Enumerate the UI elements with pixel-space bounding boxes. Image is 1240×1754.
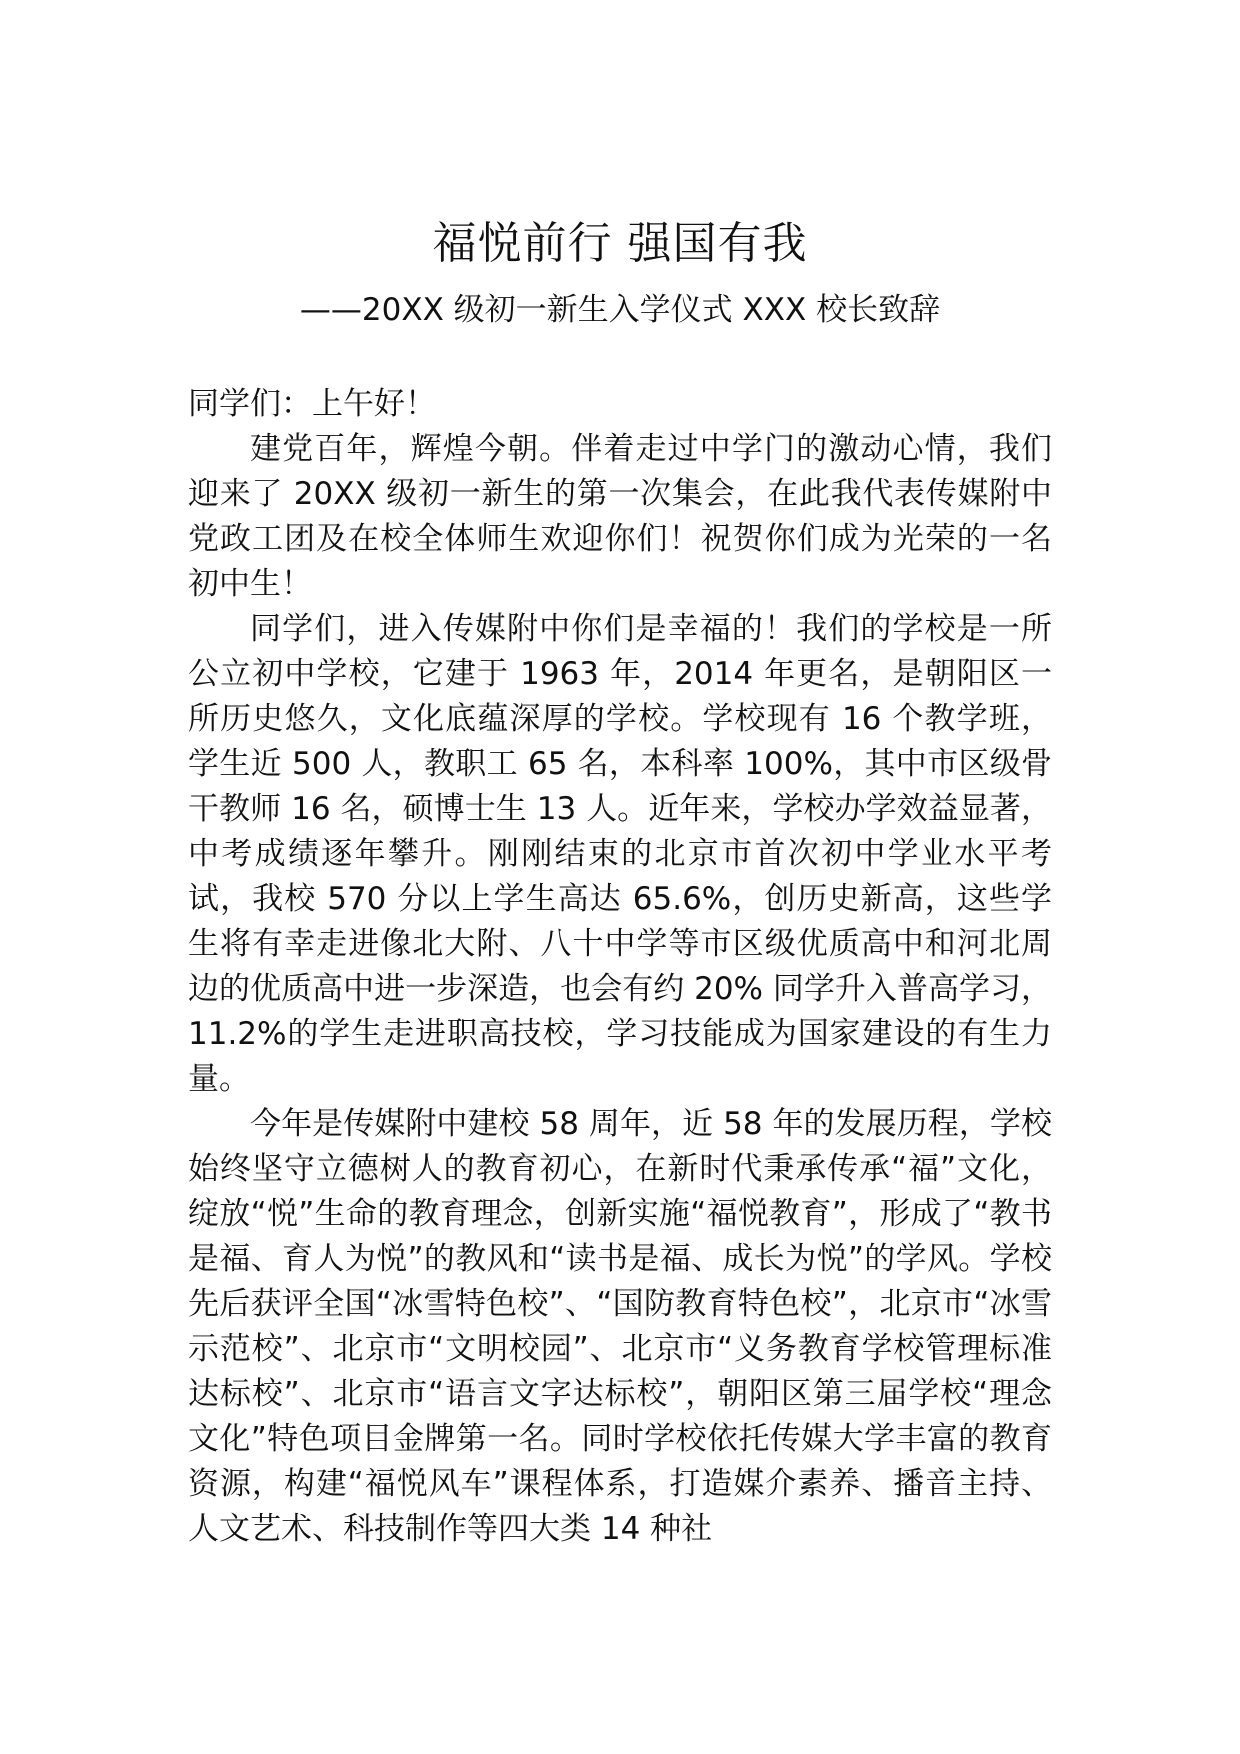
document-title: 福悦前行 强国有我: [432, 218, 808, 269]
paragraph-1: 建党百年，辉煌今朝。伴着走过中学门的激动心情，我们迎来了 20XX 级初一新生的第一次集会，在此我代表传媒附中党政工团及在校全体师生欢迎你们！祝贺你们成为光荣的一名初中生！: [188, 431, 1052, 602]
document-body: [188, 382, 1052, 1552]
paragraph-3: 今年是传媒附中建校 58 周年，近 58 年的发展历程，学校始终坚守立德树人的教育初心，在新时代秉承传承“福”文化，绽放“悦”生命的教育理念，创新实施“福悦教育”，形成了“教书是福、育人为悦”的教风和“读书是福、成长为悦”的学风。学校先后获评全国“冰雪特色校”、“国防教育特色校”，北京市“冰雪示范校”、北京市“文明校园”、北京市“义务教育学校管理标准达标校”、北京市“语言文字达标校”，朝阳区第三届学校“理念文化”特色项目金牌第一名。同时学校依托传媒大学丰富的教育资源，构建“福悦风车”课程体系，打造媒介素养、播音主持、人文艺术、科技制作等四大类 14 种社: [188, 1106, 1052, 1547]
greeting: 同学们：上午好！: [188, 386, 436, 422]
document-subtitle: ——20XX 级初一新生入学仪式 XXX 校长致辞: [299, 292, 941, 328]
paragraph-2: 同学们，进入传媒附中你们是幸福的！我们的学校是一所公立初中学校，它建于 1963 年，2014 年更名，是朝阳区一所历史悠久，文化底蕴深厚的学校。学校现有 16 个教学班，学生近 500 人，教职工 65 名，本科率 100%，其中市区级骨干教师 16 名，硕博士生 13 人。近年来，学校办学效益显著，中考成绩逐年攀升。刚刚结束的北京市首次初中学业水平考试，我校 570 分以上学生高达 65.6%，创历史新高，这些学生将有幸走进像北大附、八十中学等市区级优质高中和河北周边的优质高中进一步深造，也会有约 20% 同学升入普高学习，11.2%的学生走进职高技校，学习技能成为国家建设的有生力量。: [188, 611, 1052, 1097]
